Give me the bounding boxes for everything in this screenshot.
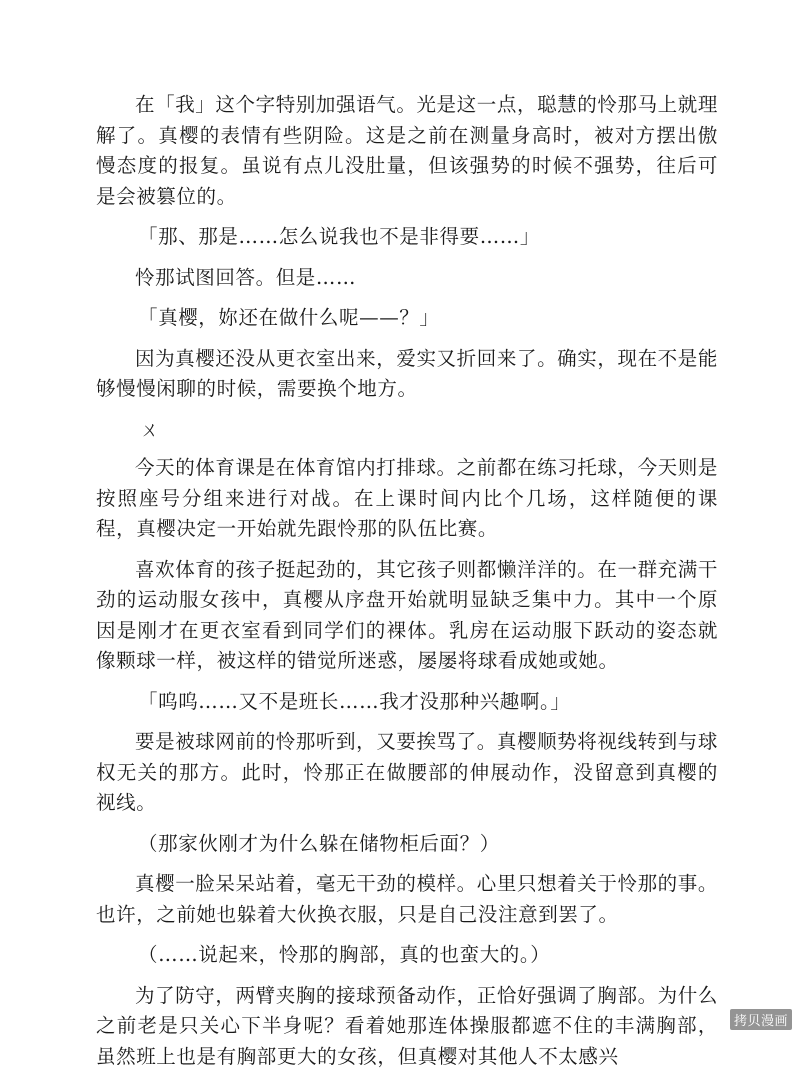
paragraph-3: 因为真樱还没从更衣室出来，爱实又折回来了。确实，现在不是能够慢慢闲聊的时候，需要换个地方。 bbox=[96, 346, 718, 400]
paragraph-7: 真樱一脸呆呆站着，毫无干劲的模样。心里只想着关于怜那的事。也许，之前她也躲着大伙换衣服，只是自己没注意到罢了。 bbox=[96, 872, 718, 926]
paragraph-2: 怜那试图回答。但是…… bbox=[135, 265, 357, 289]
thought-line-2: （……说起来，怜那的胸部，真的也蛮大的。） bbox=[138, 943, 551, 966]
dialog-line-1: 「那、那是……怎么说我也不是非得要……」 bbox=[138, 225, 541, 248]
paragraph-4: 今天的体育课是在体育馆内打排球。之前都在练习托球，今天则是按照座号分组来进行对战。在上课时间内比个几场，这样随便的课程，真樱决定一开始就先跟怜那的队伍比赛。 bbox=[96, 456, 718, 540]
thought-line-1: （那家伙刚才为什么躲在储物柜后面？） bbox=[138, 831, 500, 855]
paragraph-6: 要是被球网前的怜那听到，又要挨骂了。真樱顺势将视线转到与球权无关的那方。此时，怜那正在做腰部的伸展动作，没留意到真樱的视线。 bbox=[96, 730, 718, 814]
text-page bbox=[96, 90, 718, 1082]
scene-break-mark: ㄨ bbox=[140, 417, 160, 441]
site-watermark: 拷贝漫画 bbox=[730, 1009, 792, 1030]
paragraph-1: 在「我」这个字特别加强语气。光是这一点，聪慧的怜那马上就理解了。真樱的表情有些阴险。这是之前在测量身高时，被对方摆出傲慢态度的报复。虽说有点儿没肚量，但该强势的时候不强势，往后可是会被篡位的。 bbox=[96, 93, 718, 208]
dialog-line-3: 「呜呜……又不是班长……我才没那种兴趣啊。」 bbox=[138, 689, 571, 713]
paragraph-8: 为了防守，两臂夹胸的接球预备动作，正恰好强调了胸部。为什么之前老是只关心下半身呢？看着她那连体操服都遮不住的丰满胸部，虽然班上也是有胸部更大的女孩，但真樱对其他人不太感兴 bbox=[96, 983, 718, 1068]
dialog-line-2: 「真樱，妳还在做什么呢——？」 bbox=[138, 306, 440, 329]
paragraph-5: 喜欢体育的孩子挺起劲的，其它孩子则都懒洋洋的。在一群充满干劲的运动服女孩中，真樱从序盘开始就明显缺乏集中力。其中一个原因是刚才在更衣室看到同学们的裸体。乳房在运动服下跃动的姿态就像颗球一样，被这样的错觉所迷惑，屡屡将球看成她或她。 bbox=[96, 557, 718, 672]
